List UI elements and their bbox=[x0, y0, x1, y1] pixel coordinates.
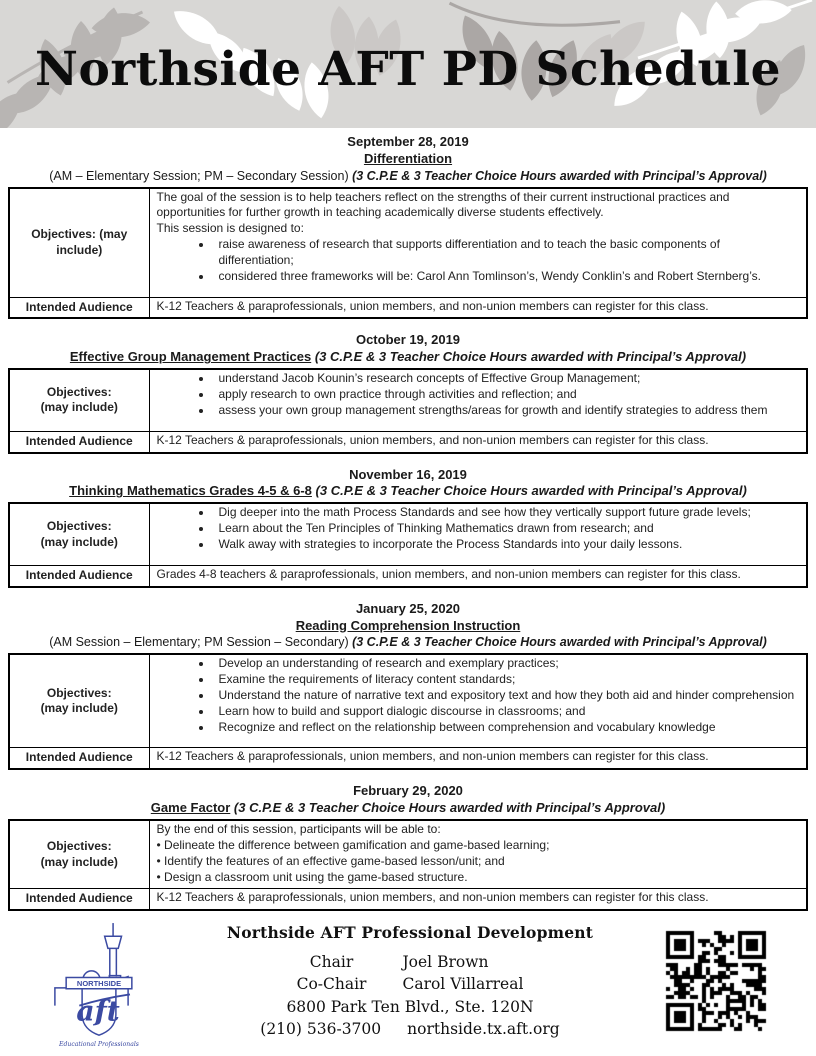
objectives-label-line2: (may include) bbox=[40, 400, 118, 415]
objective-item: • understand Jacob Kounin’s research concepts of Effective Group Management; bbox=[213, 371, 799, 387]
audience-row bbox=[9, 889, 807, 910]
objectives-label-line1: Objectives: bbox=[46, 518, 112, 533]
session-table bbox=[8, 502, 808, 587]
objectives-row bbox=[9, 188, 807, 297]
audience-row bbox=[9, 565, 807, 586]
northside-aft-logo bbox=[38, 919, 160, 1051]
footer-address: 6800 Park Ten Blvd., Ste. 120N bbox=[286, 998, 534, 1017]
audience-content: K-12 Teachers & paraprofessionals, union members, and non-union members can register for this class. bbox=[149, 431, 807, 452]
qr-code bbox=[660, 925, 772, 1037]
objectives-content bbox=[149, 369, 807, 431]
session-title: Game Factor bbox=[150, 800, 231, 816]
session-title-line bbox=[8, 483, 808, 500]
objectives-label-line2: (may include) bbox=[40, 701, 118, 716]
session-table bbox=[8, 819, 808, 911]
audience-label: Intended Audience bbox=[9, 748, 149, 769]
objective-item: • apply research to own practice through activities and reflection; and bbox=[213, 387, 799, 403]
objectives-label-line2: (may include) bbox=[40, 854, 118, 869]
logo-org-text: NORTHSIDE bbox=[76, 979, 122, 989]
audience-row bbox=[9, 431, 807, 452]
session-october bbox=[8, 332, 808, 453]
objectives-label bbox=[9, 369, 149, 431]
session-credit-note: (3 C.P.E & 3 Teacher Choice Hours awarded with Principal’s Approval) bbox=[352, 635, 767, 650]
objective-item: • Examine the requirements of literacy content standards; bbox=[213, 672, 799, 688]
objective-line: • Delineate the difference between gamification and game-based learning; bbox=[156, 837, 550, 852]
objectives-label-line1: Objectives: bbox=[46, 384, 112, 399]
session-credit-note: (3 C.P.E & 3 Teacher Choice Hours awarded with Principal’s Approval) bbox=[352, 168, 767, 183]
objectives-content bbox=[149, 188, 807, 297]
objectives-label bbox=[9, 820, 149, 889]
session-title: Effective Group Management Practices bbox=[69, 349, 312, 365]
logo-tagline-text: Educational Professionals bbox=[59, 1041, 139, 1049]
objectives-content bbox=[149, 503, 807, 565]
session-table bbox=[8, 368, 808, 453]
chair-name: Joel Brown bbox=[402, 953, 489, 972]
session-november bbox=[8, 467, 808, 588]
objective-item: • raise awareness of research that supports differentiation and to teach the basic components of differentiation; bbox=[213, 237, 799, 269]
cochair-label: Co-Chair bbox=[296, 975, 367, 994]
objective-item: • assess your own group management strengths/areas for growth and identify strategies to address them bbox=[213, 403, 799, 419]
audience-row bbox=[9, 748, 807, 769]
cochair-name: Carol Villarreal bbox=[402, 975, 524, 994]
session-title-line bbox=[8, 151, 808, 168]
session-date: February 29, 2020 bbox=[353, 783, 463, 799]
logo-brand-text: aft bbox=[76, 994, 120, 1028]
objectives-label-line1: Objectives: bbox=[46, 685, 112, 700]
objectives-row bbox=[9, 820, 807, 889]
session-february bbox=[8, 783, 808, 911]
objectives-label: Objectives: (may include) bbox=[9, 188, 149, 297]
footer-title: Northside AFT Professional Development bbox=[226, 923, 594, 943]
audience-label: Intended Audience bbox=[9, 889, 149, 910]
audience-content: K-12 Teachers & paraprofessionals, union members, and non-union members can register for this class. bbox=[149, 889, 807, 910]
objective-item: • Develop an understanding of research and exemplary practices; bbox=[213, 656, 799, 672]
session-credit-note: (3 C.P.E & 3 Teacher Choice Hours awarded with Principal’s Approval) bbox=[230, 800, 666, 816]
objectives-list bbox=[157, 656, 799, 735]
session-title: Thinking Mathematics Grades 4-5 & 6-8 bbox=[69, 483, 312, 499]
objectives-intro: This session is designed to: bbox=[156, 221, 304, 236]
session-table bbox=[8, 653, 808, 770]
session-title: Reading Comprehension Instruction bbox=[295, 617, 521, 633]
chair-list bbox=[297, 953, 524, 993]
objective-item: • Recognize and reflect on the relationship between comprehension and vocabulary knowledge bbox=[213, 720, 799, 736]
session-info-prefix: (AM – Elementary Session; PM – Secondary Session) bbox=[49, 168, 353, 183]
audience-label: Intended Audience bbox=[9, 565, 149, 586]
audience-content: K-12 Teachers & paraprofessionals, union members, and non-union members can register for this class. bbox=[149, 297, 807, 318]
session-title-line bbox=[8, 349, 808, 366]
session-credit-note: (3 C.P.E & 3 Teacher Choice Hours awarded with Principal’s Approval) bbox=[311, 483, 747, 499]
session-info-line bbox=[8, 168, 808, 185]
audience-content: Grades 4-8 teachers & paraprofessionals, union members, and non-union members can register for this class. bbox=[149, 565, 807, 586]
footer-phone: (210) 536-3700 bbox=[260, 1020, 382, 1039]
objective-item: • Learn how to build and support dialogic discourse in classrooms; and bbox=[213, 704, 799, 720]
page-title: Northside AFT PD Schedule bbox=[35, 42, 781, 97]
objective-item: • Walk away with strategies to incorporate the Process Standards into your daily lessons. bbox=[213, 537, 799, 553]
objectives-label bbox=[9, 654, 149, 748]
objectives-label-line1: Objectives: bbox=[46, 838, 112, 853]
objectives-row bbox=[9, 503, 807, 565]
objective-item: • Dig deeper into the math Process Standards and see how they vertically support future grade levels; bbox=[213, 505, 799, 521]
objectives-content bbox=[149, 820, 807, 889]
session-january bbox=[8, 601, 808, 771]
objectives-row bbox=[9, 369, 807, 431]
objectives-intro: The goal of the session is to help teachers reflect on the strengths of their current instructional practices and opportunities for further growth in teaching academically diverse students effectively. bbox=[156, 189, 730, 220]
objective-line: • Design a classroom unit using the game-based structure. bbox=[156, 869, 468, 884]
footer-website: northside.tx.aft.org bbox=[407, 1020, 560, 1039]
objective-item: • Learn about the Ten Principles of Thinking Mathematics drawn from research; and bbox=[213, 521, 799, 537]
footer-phone-web bbox=[160, 1020, 660, 1038]
session-table bbox=[8, 187, 808, 320]
header-band bbox=[0, 0, 816, 128]
session-date: January 25, 2020 bbox=[355, 600, 461, 616]
audience-label: Intended Audience bbox=[9, 297, 149, 318]
objective-line: By the end of this session, participants will be able to: bbox=[156, 822, 441, 837]
objective-line: • Identify the features of an effective game-based lesson/unit; and bbox=[156, 853, 505, 868]
objectives-row bbox=[9, 654, 807, 748]
session-info-line bbox=[8, 634, 808, 651]
objectives-list bbox=[157, 237, 799, 284]
objectives-label-line2: (may include) bbox=[40, 534, 118, 549]
footer-contact-block bbox=[160, 919, 660, 1038]
objectives-list bbox=[157, 505, 799, 552]
audience-label: Intended Audience bbox=[9, 431, 149, 452]
session-title-line bbox=[8, 800, 808, 817]
objectives-label bbox=[9, 503, 149, 565]
session-september bbox=[8, 134, 808, 319]
session-info-prefix: (AM Session – Elementary; PM Session – Secondary) bbox=[49, 635, 353, 650]
session-title-line bbox=[8, 618, 808, 635]
objective-item: • considered three frameworks will be: Carol Ann Tomlinson’s, Wendy Conklin’s and Robert Sternberg’s. bbox=[213, 269, 799, 285]
footer bbox=[0, 919, 816, 1051]
objectives-list bbox=[157, 371, 799, 418]
session-date: November 16, 2019 bbox=[349, 466, 467, 482]
chair-label: Chair bbox=[309, 953, 354, 972]
session-date: September 28, 2019 bbox=[347, 134, 469, 149]
objective-item: • Understand the nature of narrative text and expository text and how they both aid and hinder comprehension bbox=[213, 688, 799, 704]
session-credit-note: (3 C.P.E & 3 Teacher Choice Hours awarded with Principal’s Approval) bbox=[311, 349, 747, 365]
audience-content: K-12 Teachers & paraprofessionals, union members, and non-union members can register for this class. bbox=[149, 748, 807, 769]
session-title: Differentiation bbox=[363, 150, 453, 166]
audience-row bbox=[9, 297, 807, 318]
objectives-content bbox=[149, 654, 807, 748]
session-date: October 19, 2019 bbox=[355, 332, 461, 348]
